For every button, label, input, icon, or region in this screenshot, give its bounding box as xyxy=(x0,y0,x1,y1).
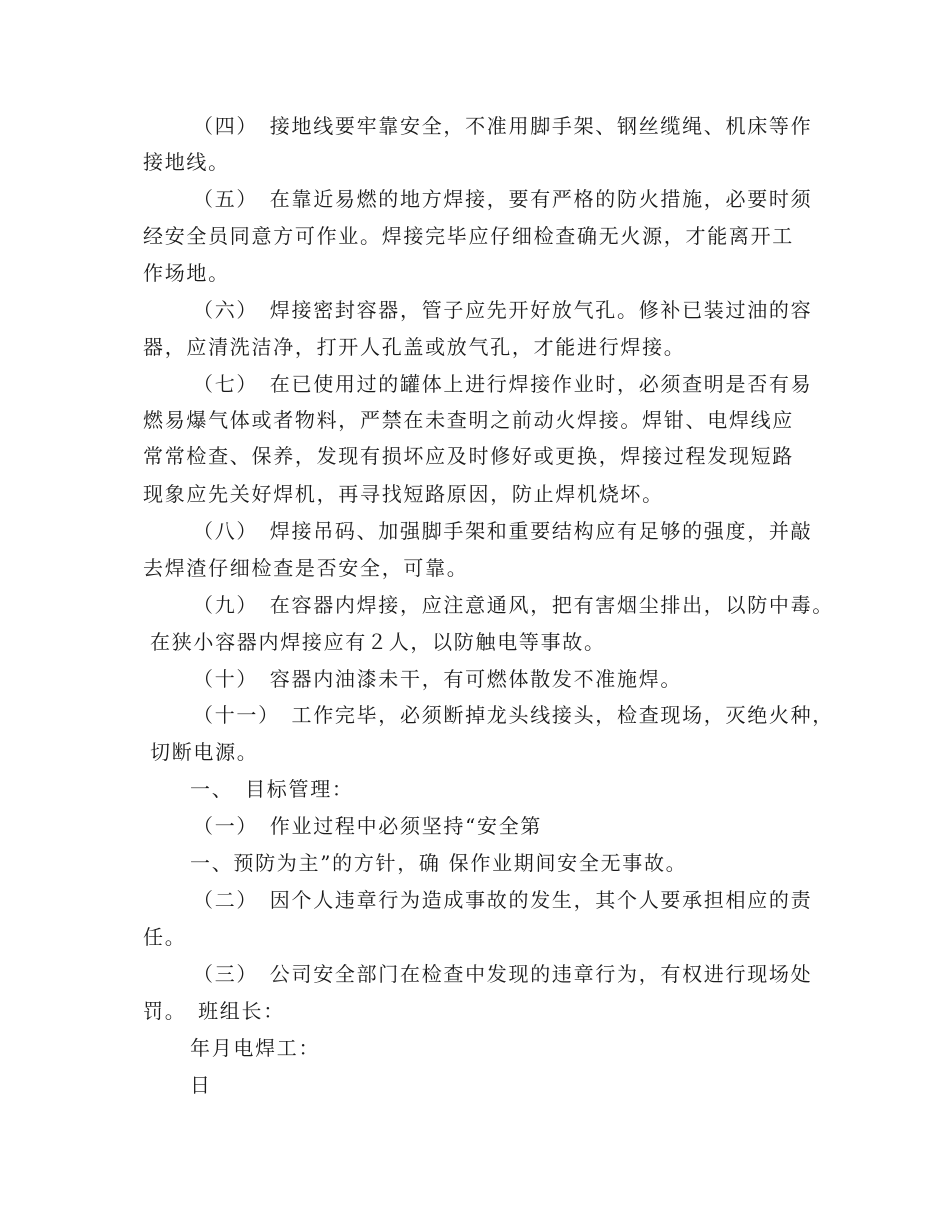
signature-line-day: 日 xyxy=(190,1073,212,1097)
clause-7-line-3: 常常检查、保养，发现有损坏应及时修好或更换，焊接过程发现短路 xyxy=(143,444,794,468)
target-1-line-2: 一、预防为主”的方针，确 保作业期间安全无事故。 xyxy=(190,851,688,875)
clause-7-line-4: 现象应先关好焊机，再寻找短路原因，防止焊机烧坏。 xyxy=(143,482,664,506)
clause-8-line-2: 去焊渣仔细检查是否安全，可靠。 xyxy=(143,556,469,580)
section-heading-target-management: 一、 目标管理： xyxy=(190,777,354,801)
clause-7-line-2: 燃易爆气体或者物料，严禁在未查明之前动火焊接。焊钳、电焊线应 xyxy=(143,408,794,432)
target-2-line-2: 任。 xyxy=(143,925,187,949)
clause-11-line-2: 切断电源。 xyxy=(150,740,259,764)
clause-6-line-1: （六） 焊接密封容器，管子应先开好放气孔。修补已装过油的容 xyxy=(193,298,813,322)
clause-6-line-2: 器，应清洗洁净，打开人孔盖或放气孔，才能进行焊接。 xyxy=(143,335,686,359)
clause-9-line-1: （九） 在容器内焊接，应注意通风，把有害烟尘排出，以防中毒。 xyxy=(193,593,834,617)
clause-5-line-1: （五） 在靠近易燃的地方焊接，要有严格的防火措施，必要时须 xyxy=(193,187,813,211)
target-3-line-2: 罚。 班组长： xyxy=(143,999,285,1023)
clause-10-line-1: （十） 容器内油漆未干，有可燃体散发不准施焊。 xyxy=(193,667,683,691)
target-1-line-1: （一） 作业过程中必须坚持“安全第 xyxy=(193,814,543,838)
clause-4-line-2: 接地线。 xyxy=(143,150,230,174)
clause-5-line-2: 经安全员同意方可作业。焊接完毕应仔细检查确无火源，才能离开工 xyxy=(143,224,794,248)
clause-11-line-1: （十一） 工作完毕，必须断掉龙头线接头，检查现场，灭绝火种， xyxy=(193,703,834,727)
clause-9-line-2: 在狭小容器内焊接应有２人，以防触电等事故。 xyxy=(150,630,606,654)
clause-4-line-1: （四） 接地线要牢靠安全，不准用脚手架、钢丝缆绳、机床等作 xyxy=(193,114,813,138)
clause-8-line-1: （八） 焊接吊码、加强脚手架和重要结构应有足够的强度，并敲 xyxy=(193,519,813,543)
clause-7-line-1: （七） 在已使用过的罐体上进行焊接作业时，必须查明是否有易 xyxy=(193,372,813,396)
target-3-line-1: （三） 公司安全部门在检查中发现的违章行为，有权进行现场处 xyxy=(193,962,813,986)
clause-5-line-3: 作场地。 xyxy=(143,261,230,285)
signature-line-welder: 年月电焊工： xyxy=(190,1036,321,1060)
target-2-line-1: （二） 因个人违章行为造成事故的发生，其个人要承担相应的责 xyxy=(193,888,813,912)
